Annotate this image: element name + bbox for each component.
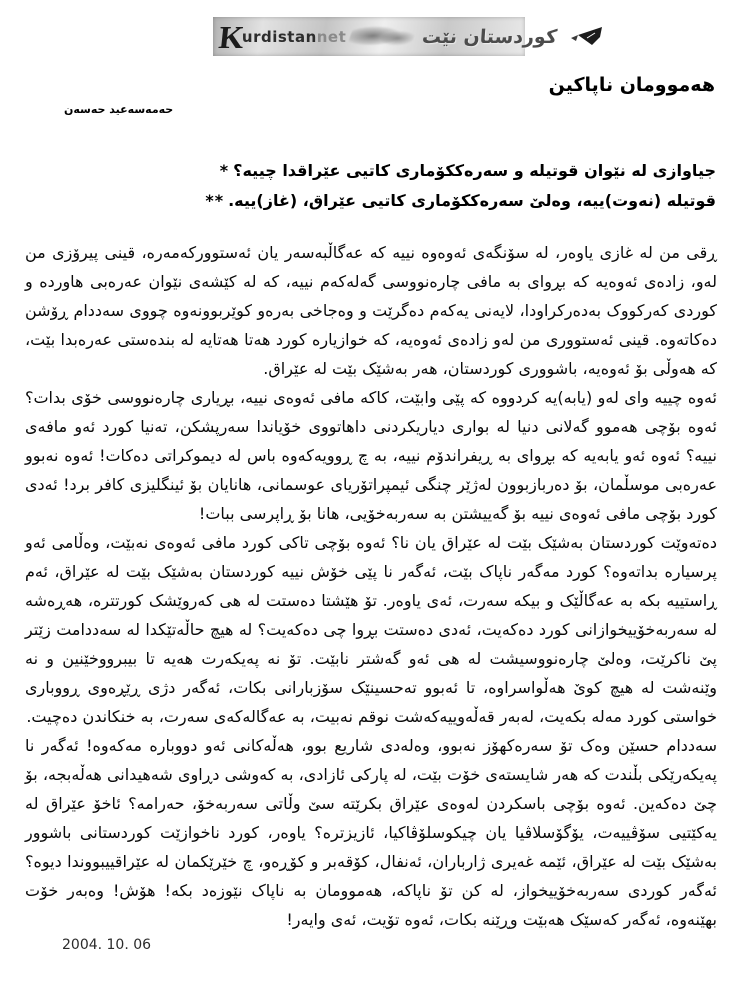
kurdistannet-banner[interactable] (213, 17, 559, 56)
pen-icon (563, 26, 603, 48)
banner-graphic (346, 25, 418, 49)
author-name: حەمەسەعید حەسەن (64, 103, 174, 116)
note-text: جیاوازی لە نێوان قوتیلە و سەرەککۆماری کاتیی عێراقدا چییە؟ (233, 161, 716, 180)
body-paragraph: ڕقی من لە غازی یاوەر، لە سۆنگەی ئەوەوە نییە کە عەگاڵبەسەر یان ئەستوورکەمەرە، قینی پیرۆزی من لەو، زادەی ئەوەیە کە بڕوای بە مافی چارەنووسی گەلەکەم نییە، کە لە کێشەی نێوان عەرەبی هاوردە و کوردی کەرکووک بەدەرکراودا، لایەنی یەکەم دەگرێت و وەجاخی بەرەو کوێربوونەوە چووی سەددام ڕۆشن دەکاتەوە. قینی ئەستووری من لەو زادەی ئەوەیە، کە خوازیارە کورد هەتا هەتایە لە بندەستی عەرەبدا بێت، کە هەوڵی بۆ ئەوەیە، باشووری کوردستان، هەر بەشێک بێت لە عێراق. (25, 243, 717, 378)
body-paragraph: سەددام حسێن وەک تۆ سەرەکهۆز نەبوو، وەلەدی شاریع بوو، هەڵەکانی ئەو دووبارە مەکەوە! ئەگەر نا پەیکەرێکی بڵندت کە هەر شایستەی خۆت بێت، لە پارکی ئازادی، بە کەوشی دڕاوی شەهیدانی هەڵەبجە، بۆ چێ دەکەین. ئەوە بۆچی باسکردن لەوەی عێراق بکرێتە سێ وڵاتی سەربەخۆ، حەرامە؟ ئاخۆ عێراق لە یەکێتیی سۆڤییەت، یۆگۆسلاڤیا یان چیکوسلۆڤاکیا، ئازیزترە؟ یاوەر، کورد ناخوازێت کوردستانی باشوور بەشێک بێت لە عێراق، ئێمە غەیری ژارباران، ئەنفال، کۆقەبر و کۆڕەو، چ خێرێکمان لە عێراقییبووندا دیوە؟ ئەگەر کوردی سەربەخۆییخواز، لە کن تۆ ناپاکە، هەموومان بە ناپاک نێوزەد بکە! هۆش! وەبەر خۆت بهێنەوە، ئەگەر کەسێک هەبێت وڕێنە بکات، ئەوە تۆیت، ئەی وایەر! (25, 736, 717, 929)
body-paragraph: ئەوە چییە وای لەو (یابە)یە کردووە کە پێی وابێت، کاکە مافی ئەوەی نییە، بڕیاری چارەنووسی خۆی بدات؟ ئەوە بۆچی هەموو گەلانی دنیا لە بواری دیاریکردنی داهاتووی خۆیاندا سەرپشکن، تەنیا کورد ئەو مافەی نییە؟ ئەوە ئەو یابەیە کە بڕوای بە ڕیفراندۆم نییە، بە چ ڕوویەکەوە باس لە دیموکراتی دەکات! ئەوە نەبوو عەرەبی موسڵمان، بۆ دەربازبوون لەژێر چنگی ئیمپراتۆریای عوسمانی، هانایان بۆ ئینگلیزی کافر برد! ئەدی کورد بۆچی مافی ئەوەی نییە بۆ گەییشتن بە سەربەخۆیی، هانا بۆ ڕاپرسی ببات! (25, 388, 717, 523)
intro-note-2 (25, 186, 716, 216)
note-text: قوتیلە (نەوت)ییە، وەلێ سەرەککۆماری کاتیی عێراق، (غاز)ییە. (228, 191, 716, 210)
banner-arabic-title: کوردستان نێت (421, 25, 559, 48)
intro-note-1 (25, 156, 716, 186)
page-title: هەموومان ناپاکین (548, 74, 715, 96)
logo-letter-k: K (217, 18, 246, 55)
body-paragraph: دەتەوێت کوردستان بەشێک بێت لە عێراق یان نا؟ ئەوە بۆچی تاکی کورد مافی ئەوەی نەبێت، وەڵامی ئەو پرسیارە بداتەوە؟ کورد مەگەر ناپاک بێت، ئەگەر نا پێی خۆش نییە کوردستان بەشێک بێت لە عێراق، ئەم ڕاستییە بکە بە عەگاڵێک و بیکە سەرت، ئەی یاوەر. تۆ هێشتا دەستت لە هی کەروێشک کورتترە، هەڕەشە لە سەربەخۆییخوازانی کورد دەکەیت، ئەدی دەستت بڕوا چی دەکەیت؟ لە هیچ حاڵەتێکدا لە سەددامت زێتر پێ ناکرێت، وەلێ چارەنووسیشت لە هی ئەو گەشتر نابێت. تۆ نە پەیکەرت هەیە تا بیبرووخێنین و نە وێنەشت لە هیچ کوێ هەڵواسراوە، تا ئەبوو تەحسینێک سۆزبارانی بکات، ئەگەر دژی ڕێڕەوی ڕووباری خواستی کورد مەلە بکەیت، لەبەر قەڵەوییەکەشت نوقم نەبیت، بە عەگالەکەی سەرت، بە خنکاندن دەچیت. (25, 533, 717, 726)
intro-notes (25, 156, 716, 216)
article-date: 2004. 10. 06 (62, 937, 152, 953)
logo-text: urdistan (241, 27, 317, 46)
article-body (25, 238, 717, 934)
logo-net-text: net (316, 27, 347, 46)
note-marker: * (219, 161, 230, 180)
note-marker: ** (205, 191, 225, 210)
